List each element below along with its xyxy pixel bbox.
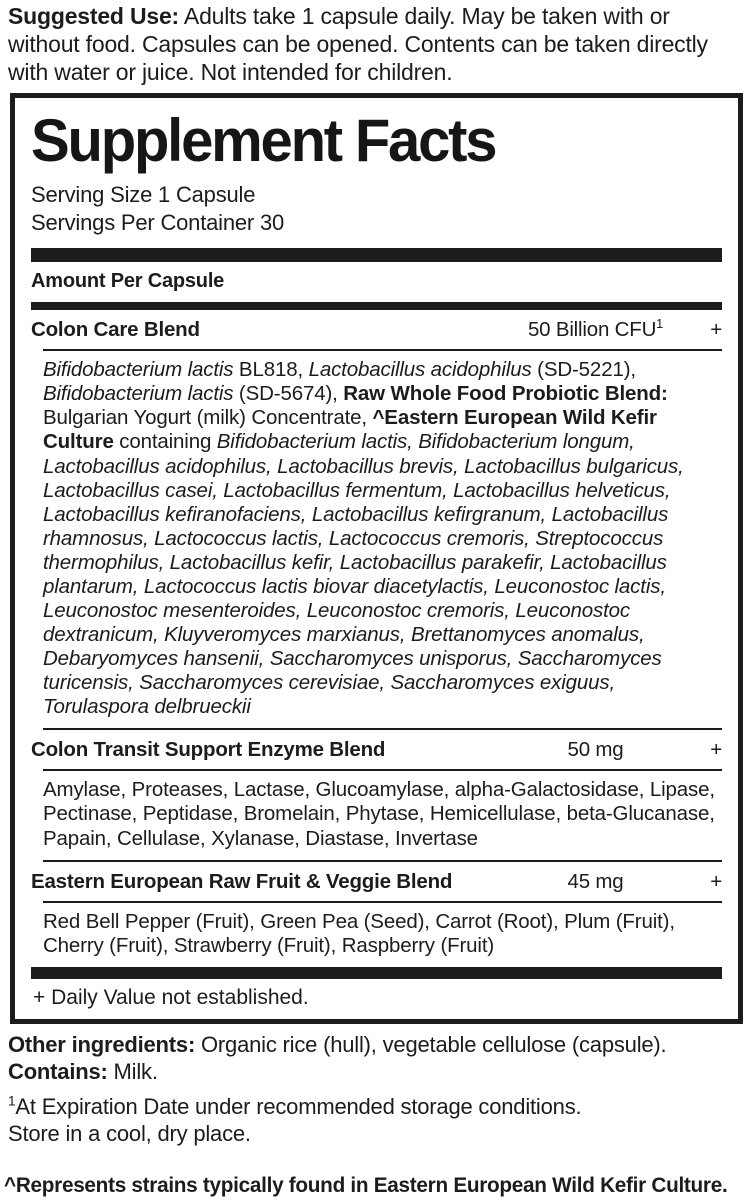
blend-daily-value-symbol: + <box>710 869 722 893</box>
divider-thick-top <box>31 248 722 262</box>
blend-name: Eastern European Raw Fruit & Veggie Blend <box>31 869 453 893</box>
blend-amount: 50 mg <box>567 738 624 762</box>
label-footer <box>0 1024 753 1148</box>
blend-ingredients-enzyme: Amylase, Proteases, Lactase, Glucoamylase, alpha-Galactosidase, Lipase, Pectinase, Peptidase, Bromelain, Phytase, Hemicellulase, beta-Glucanase, Papain, Cellulase, Xylanase, Diastase, Invertase <box>43 778 715 850</box>
divider-thick-bottom <box>31 967 722 979</box>
storage-instructions: Store in a cool, dry place. <box>8 1121 251 1147</box>
blend-amount: 45 mg <box>567 869 624 893</box>
blend-row-colon-care <box>31 310 722 349</box>
suggested-use-text: Suggested Use: Adults take 1 capsule daily. May be taken with or without food. Capsules can be opened. Contents can be taken directly with water or juice. Not intended for children. <box>8 3 708 85</box>
blend-daily-value-symbol: + <box>710 738 722 762</box>
blend-ingredients-fruit-veggie: Red Bell Pepper (Fruit), Green Pea (Seed), Carrot (Root), Plum (Fruit), Cherry (Fruit), Strawberry (Fruit), Raspberry (Fruit) <box>43 909 675 957</box>
divider-medium <box>31 302 722 310</box>
blend-daily-value-symbol: + <box>710 318 722 342</box>
servings-per-container-text: Servings Per Container 30 <box>31 209 285 235</box>
daily-value-footnote: + Daily Value not established. <box>33 985 309 1009</box>
expiration-footnote: $^1$At Expiration Date under recommended storage conditions. <box>8 1094 582 1120</box>
supplement-facts-panel <box>10 93 743 1023</box>
blend-name: Colon Transit Support Enzyme Blend <box>31 738 386 762</box>
panel-title: Supplement Facts <box>31 107 496 175</box>
blend-row-fruit-veggie <box>31 862 722 901</box>
amount-per-capsule-header: Amount Per Capsule <box>31 270 225 293</box>
blend-name: Colon Care Blend <box>31 318 200 342</box>
other-ingredients-text: Other ingredients: Organic rice (hull), vegetable cellulose (capsule). <box>8 1031 667 1057</box>
contains-text: Contains: Milk. <box>8 1058 158 1084</box>
blend-amount: 50 Billion CFU$^1$ <box>527 316 664 342</box>
kefir-strains-footnote: ^Represents strains typically found in Eastern European Wild Kefir Culture. <box>4 1173 728 1197</box>
serving-size-text: Serving Size 1 Capsule <box>31 181 256 207</box>
blend-ingredients-colon-care: Bifidobacterium lactis BL818, Lactobacillus acidophilus (SD-5221), Bifidobacterium lactis (SD-5674), Raw Whole Food Probiotic Blend: Bulgarian Yogurt (milk) Concentrate, ^Eastern European Wild Kefir Culture containing Bifidobacterium lactis, Bifidobacterium longum, Lactobacillus acidophilus, Lactobacillus brevis, Lactobacillus bulgaricus, Lactobacillus casei, Lactobacillus fermentum, Lactobacillus helveticus, Lactobacillus kefiranofaciens, Lactobacillus kefirgranum, Lactobacillus rhamnosus, Lactococcus lactis, Lactococcus cremoris, Streptococcus thermophilus, Lactobacillus kefir, Lactobacillus parakefir, Lactobacillus plantarum, Lactococcus lactis biovar diacetylactis, Leuconostoc lactis, Leuconostoc mesenteroides, Leuconostoc cremoris, Leuconostoc dextranicum, Kluyveromyces marxianus, Brettanomyces anomalus, Debaryomyces hansenii, Saccharomyces unisporus, Saccharomyces turicensis, Saccharomyces cerevisiae, Saccharomyces exiguus, Torulaspora delbrueckii <box>43 358 684 719</box>
blend-row-enzyme <box>31 730 722 769</box>
